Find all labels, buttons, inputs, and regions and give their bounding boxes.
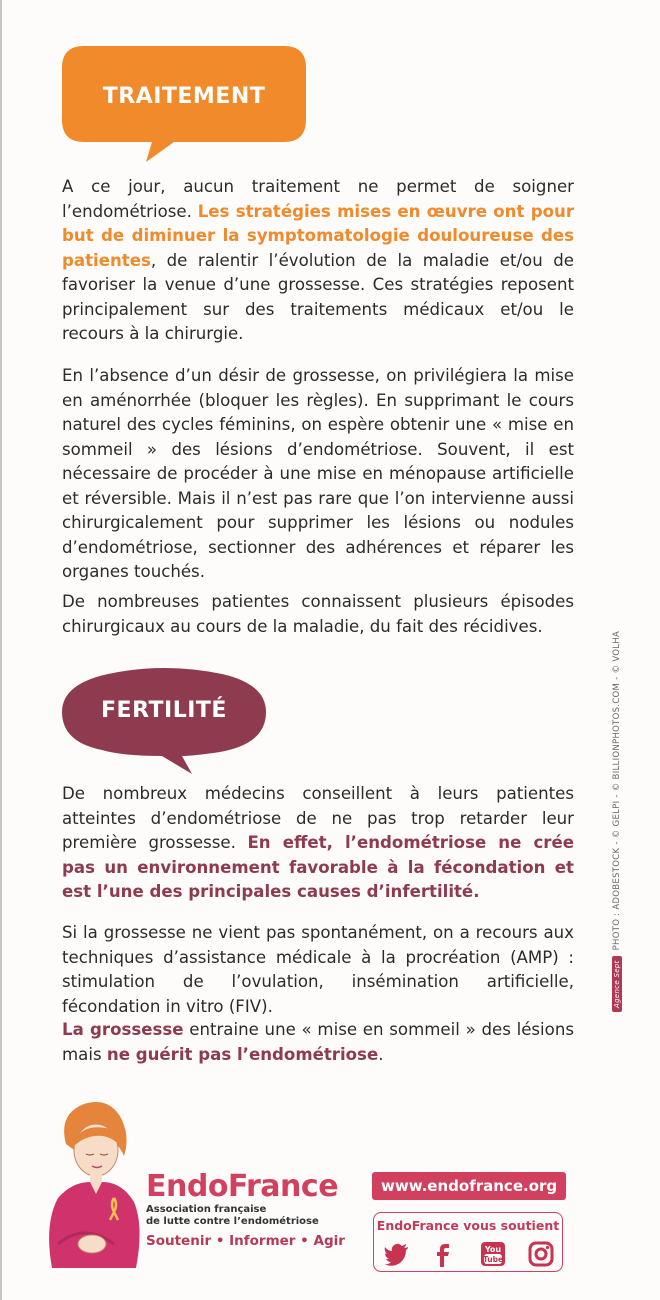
photo-credit (612, 630, 622, 1012)
paragraph-text: De nombreux médecins conseillent à leurs patientes atteintes d’endométriose de ne pas trop retarder leur première grossesse. (62, 784, 574, 852)
paragraph: En l’absence d’un désir de grossesse, on privilégiera la mise en aménorrhée (bloquer les règles). En supprimant le cours naturel des cycles féminins, on espère obtenir une « mise en sommeil » des lésions d’endométriose. Souvent, il est nécessaire de procéder à une mise en ménopause artificielle et réversible. Mais il n’est pas rare que l’on intervienne aussi chirurgicalement pour supprimer les lésions ou nodules d’endométriose, sectionner des adhérences et réparer les organes touchés. (62, 366, 574, 581)
credit-text: PHOTO : ADOBESTOCK - © GELPI - © BILLIONPHOTOS.COM - © VOLHA (612, 630, 622, 951)
twitter-icon[interactable] (384, 1241, 410, 1267)
youtube-label-1: You (484, 1245, 502, 1254)
highlighted-text: ne guérit pas l’endométriose (106, 1044, 379, 1064)
paragraph: Si la grossesse ne vient pas spontanément, on a recours aux techniques d’assistance médicale à la procréation (AMP) : stimulation de l’ovulation, insémination artificielle, fécondation in vitro (FIV). (62, 923, 574, 1016)
instagram-icon[interactable] (528, 1241, 554, 1267)
brand-subtitle-line-2: de lutte contre l’endométriose (146, 1215, 319, 1227)
youtube-label-2: Tube (482, 1255, 504, 1264)
paragraph-text: , de ralentir l’évolution de la maladie et/ou de favoriser la venue d’une grossesse. Ces stratégies reposent principalement sur des traitements médicaux et/ou le recours à la chirurgie. (62, 250, 574, 343)
brand-block (146, 1170, 345, 1249)
paragraph-text: A ce jour, aucun traitement ne permet de soigner l’endométriose. (62, 177, 574, 221)
paragraph-text: . (378, 1044, 384, 1064)
social-box (373, 1212, 563, 1272)
paragraph-text: entraine une « mise en sommeil » des lésions mais (62, 1020, 574, 1064)
social-title: EndoFrance vous soutient (376, 1218, 560, 1233)
section-heading-traitement (62, 46, 306, 164)
highlighted-text: En effet, l’endométriose ne crée pas un environnement favorable à la fécondation et est l’une des principales causes d’infertilité. (62, 833, 574, 901)
facebook-icon[interactable] (430, 1241, 456, 1267)
section-title: FERTILITÉ (101, 698, 227, 723)
brand-name: EndoFrance (146, 1169, 339, 1204)
highlighted-text: La grossesse (62, 1020, 184, 1039)
brand-subtitle-line-1: Association française (146, 1204, 267, 1215)
paragraph: De nombreuses patientes connaissent plusieurs épisodes chirurgicaux au cours de la maladie, du fait des récidives. (62, 592, 574, 636)
page-edge (0, 0, 2, 1300)
paragraph (62, 175, 574, 347)
mascot-illustration (44, 1094, 144, 1270)
agency-badge: Agence Sept (612, 956, 622, 1012)
youtube-icon[interactable] (480, 1241, 506, 1267)
highlighted-text: Les stratégies mises en œuvre ont pour but de diminuer la symptomatologie douloureuse des patientes (62, 201, 575, 270)
paragraph (62, 782, 574, 905)
section-title: TRAITEMENT (102, 84, 266, 109)
website-link[interactable]: www.endofrance.org (372, 1172, 566, 1200)
paragraph (62, 1018, 574, 1067)
section-heading-fertilite (62, 668, 266, 776)
brand-motto: Soutenir • Informer • Agir (146, 1233, 345, 1249)
